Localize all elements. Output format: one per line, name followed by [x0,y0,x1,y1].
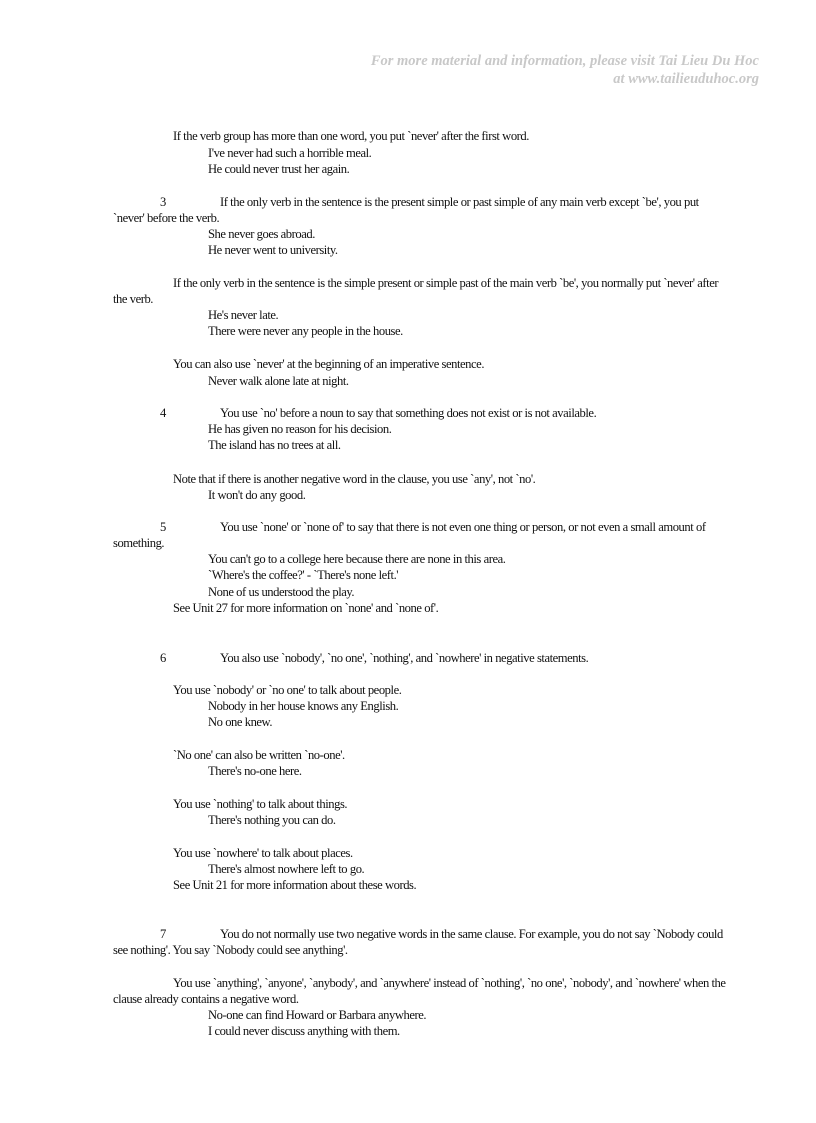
body-text: You do not normally use two negative words in the same clause. For example, you do not say `Nobody could [220,927,723,941]
body-text: If the only verb in the sentence is the present simple or past simple of any main verb except `be', you put [220,195,699,209]
body-text: clause already contains a negative word. [113,992,299,1006]
body-text: See Unit 21 for more information about these words. [173,878,417,892]
body-text: You use `no' before a noun to say that something does not exist or is not available. [220,406,597,420]
example-sentence: She never goes abroad. [208,227,315,241]
body-text: the verb. [113,292,154,306]
example-sentence: There's no-one here. [208,764,302,778]
example-sentence: Never walk alone late at night. [208,374,349,388]
body-text: You can also use `never' at the beginning of an imperative sentence. [173,357,485,371]
body-text: You use `nothing' to talk about things. [173,797,348,811]
body-text: You also use `nobody', `no one', `nothing', and `nowhere' in negative statements. [220,651,589,665]
example-sentence: I could never discuss anything with them. [208,1024,400,1038]
example-sentence: I've never had such a horrible meal. [208,146,372,160]
example-sentence: There's almost nowhere left to go. [208,862,365,876]
header-line-1: For more material and information, please visit Tai Lieu Du Hoc [370,53,759,69]
section-number: 3 [160,195,167,209]
example-sentence: He never went to university. [208,243,338,257]
example-sentence: He has given no reason for his decision. [208,422,392,436]
example-sentence: The island has no trees at all. [208,438,341,452]
section-number: 5 [160,520,167,534]
body-text: `never' before the verb. [113,211,220,225]
example-sentence: No one knew. [208,715,273,729]
example-sentence: Nobody in her house knows any English. [208,699,399,713]
example-sentence: He could never trust her again. [208,162,350,176]
body-text: You use `anything', `anyone', `anybody', and `anywhere' instead of `nothing', `no one', `nobody', and `nowhere' when the [173,976,726,990]
header-line-2: at www.tailieuduhoc.org [613,71,759,87]
body-text: see nothing'. You say `Nobody could see anything'. [113,943,348,957]
example-sentence: There's nothing you can do. [208,813,336,827]
example-sentence: `Where's the coffee?' - `There's none left.' [208,568,399,582]
example-sentence: You can't go to a college here because there are none in this area. [208,552,506,566]
body-text: If the only verb in the sentence is the simple present or simple past of the main verb `be', you normally put `never' after [173,276,719,290]
section-number: 6 [160,651,167,665]
body-text: `No one' can also be written `no-one'. [173,748,345,762]
example-sentence: It won't do any good. [208,488,306,502]
section-number: 4 [160,406,167,420]
example-sentence: There were never any people in the house. [208,324,403,338]
section-number: 7 [160,927,167,941]
body-text: Note that if there is another negative word in the clause, you use `any', not `no'. [173,472,536,486]
body-text: You use `none' or `none of' to say that there is not even one thing or person, or not even a small amount of [220,520,706,534]
example-sentence: No-one can find Howard or Barbara anywhere. [208,1008,427,1022]
body-text: If the verb group has more than one word, you put `never' after the first word. [173,129,529,143]
body-text: You use `nowhere' to talk about places. [173,846,353,860]
example-sentence: He's never late. [208,308,279,322]
body-text: something. [113,536,165,550]
body-text: You use `nobody' or `no one' to talk about people. [173,683,402,697]
example-sentence: None of us understood the play. [208,585,355,599]
body-text: See Unit 27 for more information on `none' and `none of'. [173,601,439,615]
